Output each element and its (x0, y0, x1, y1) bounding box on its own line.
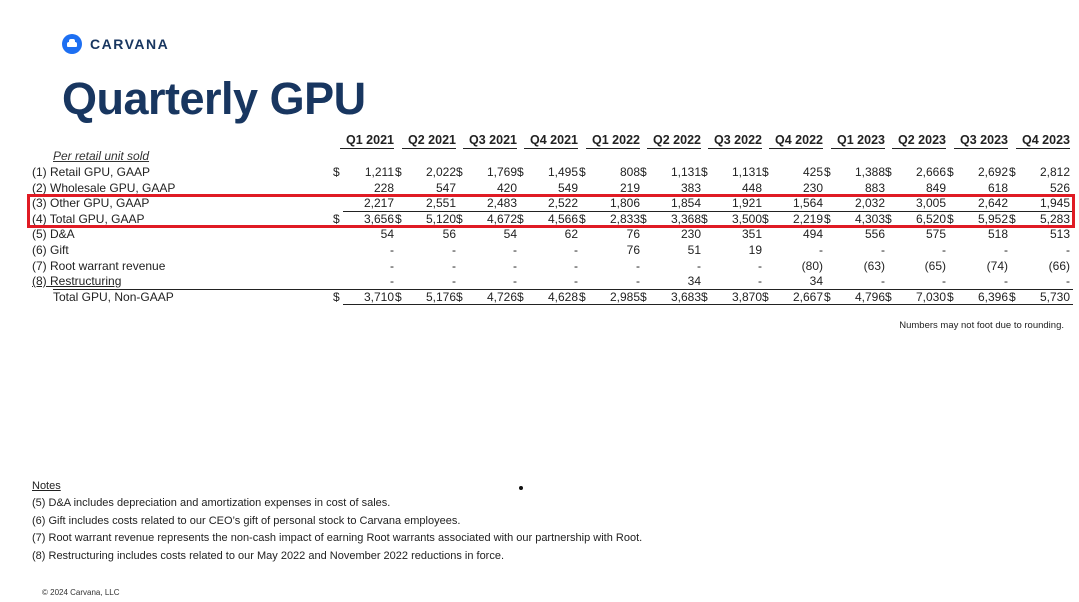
table-cell (517, 227, 578, 242)
cell-value: 1,495 (547, 165, 578, 179)
note-item: (8) Restructuring includes costs related to our May 2022 and November 2022 reductions in force. (32, 549, 505, 562)
cell-value: 883 (864, 181, 885, 195)
cell-value: 5,730 (1039, 290, 1070, 304)
dollar-sign: $ (824, 290, 831, 304)
table-cell (762, 243, 823, 258)
cell-value: 2,522 (547, 196, 578, 210)
cell-value: 4,672 (486, 212, 517, 226)
cell-value: - (636, 259, 640, 273)
table-cell (640, 243, 701, 258)
table-cell (395, 227, 456, 242)
table-cell (1009, 259, 1070, 274)
cell-value: 3,710 (363, 290, 394, 304)
cell-value: 2,666 (915, 165, 946, 179)
cell-value: - (452, 243, 456, 257)
dollar-sign: $ (333, 212, 340, 226)
column-header: Q3 2022 (708, 133, 762, 149)
cell-value: 1,854 (670, 196, 701, 210)
cell-value: 3,368 (670, 212, 701, 226)
note-item: (5) D&A includes depreciation and amortization expenses in cost of sales. (32, 497, 391, 509)
table-cell (579, 165, 640, 180)
row-label: (8) Restructuring (32, 274, 122, 288)
cell-value: 547 (435, 181, 456, 195)
dollar-sign: $ (701, 212, 708, 226)
cell-value: 1,131 (731, 165, 762, 179)
table-cell (701, 290, 762, 305)
notes-section (32, 480, 642, 565)
table-cell (1009, 274, 1070, 289)
table-cell (762, 290, 823, 305)
table-cell (579, 227, 640, 242)
dollar-sign: $ (640, 165, 647, 179)
cell-value: 5,120 (425, 212, 456, 226)
dollar-sign: $ (456, 212, 463, 226)
cell-value: 4,796 (854, 290, 885, 304)
cell-value: - (513, 274, 517, 288)
cell-value: (65) (924, 259, 946, 273)
cell-value: 76 (626, 243, 640, 257)
dollar-sign: $ (824, 212, 831, 226)
cell-value: 54 (503, 227, 517, 241)
cell-value: 4,303 (854, 212, 885, 226)
table-cell (456, 243, 517, 258)
cell-value: (63) (863, 259, 885, 273)
cell-value: 3,656 (363, 212, 394, 226)
table-cell (762, 165, 823, 180)
cell-value: - (390, 243, 394, 257)
dollar-sign: $ (395, 212, 402, 226)
table-cell (333, 227, 394, 242)
column-header: Q3 2023 (954, 133, 1008, 149)
cell-value: 19 (748, 243, 762, 257)
cell-value: (74) (986, 259, 1008, 273)
cell-value: 2,022 (425, 165, 456, 179)
table-cell (885, 290, 946, 305)
table-cell (640, 165, 701, 180)
cell-value: 2,483 (486, 196, 517, 210)
table-cell (579, 290, 640, 305)
dollar-sign: $ (395, 165, 402, 179)
dollar-sign: $ (947, 290, 954, 304)
table-cell (333, 259, 394, 274)
table-cell (579, 243, 640, 258)
cell-value: - (697, 259, 701, 273)
cell-value: 575 (925, 227, 946, 241)
cell-value: - (758, 259, 762, 273)
dollar-sign: $ (824, 165, 831, 179)
table-cell (333, 243, 394, 258)
table-cell (824, 290, 885, 305)
table-cell (517, 290, 578, 305)
row-label: (5) D&A (32, 227, 75, 241)
cell-value: 2,833 (609, 212, 640, 226)
row-label: (6) Gift (32, 243, 69, 257)
cell-value: 34 (809, 274, 823, 288)
dollar-sign: $ (517, 212, 524, 226)
table-cell (947, 227, 1008, 242)
cell-value: (66) (1048, 259, 1070, 273)
table-cell (947, 290, 1008, 305)
dollar-sign: $ (333, 165, 340, 179)
dollar-sign: $ (947, 212, 954, 226)
copyright: © 2024 Carvana, LLC (42, 588, 120, 597)
table-cell (456, 259, 517, 274)
table-cell (456, 227, 517, 242)
table-cell (824, 165, 885, 180)
cell-value: 3,870 (731, 290, 762, 304)
table-cell (1009, 227, 1070, 242)
cell-value: - (390, 259, 394, 273)
table-cell (1009, 165, 1070, 180)
cell-value: - (574, 243, 578, 257)
table-cell (947, 274, 1008, 289)
dollar-sign: $ (579, 212, 586, 226)
table-cell (640, 227, 701, 242)
carvana-logo (62, 34, 169, 54)
table-cell (947, 259, 1008, 274)
cell-value: - (452, 274, 456, 288)
table-cell (640, 290, 701, 305)
note-item: (6) Gift includes costs related to our CEO’s gift of personal stock to Carvana employees. (32, 514, 461, 527)
table-cell (762, 274, 823, 289)
dollar-sign: $ (701, 290, 708, 304)
dollar-sign: $ (762, 290, 769, 304)
cell-value: 513 (1049, 227, 1070, 241)
table-cell (701, 243, 762, 258)
cell-value: 420 (496, 181, 517, 195)
logo-text: CARVANA (90, 36, 170, 52)
cell-value: 2,692 (977, 165, 1008, 179)
cell-value: 3,683 (670, 290, 701, 304)
cell-value: (80) (801, 259, 823, 273)
table-cell (824, 243, 885, 258)
cell-value: 2,985 (609, 290, 640, 304)
table-cell (701, 259, 762, 274)
cell-value: 618 (987, 181, 1008, 195)
table-row (32, 274, 1072, 289)
rounding-note: Numbers may not foot due to rounding. (899, 320, 1064, 331)
table-row (32, 290, 1072, 305)
cell-value: 1,769 (486, 165, 517, 179)
column-header: Q2 2023 (892, 133, 946, 149)
dollar-sign: $ (640, 212, 647, 226)
cell-value: 2,032 (854, 196, 885, 210)
column-header: Q2 2022 (647, 133, 701, 149)
dollar-sign: $ (456, 290, 463, 304)
cell-value: 448 (741, 181, 762, 195)
table-cell (456, 290, 517, 305)
table-cell (885, 165, 946, 180)
cell-value: - (942, 274, 946, 288)
cell-value: 76 (626, 227, 640, 241)
column-header: Q4 2023 (1016, 133, 1070, 149)
table-cell (395, 165, 456, 180)
cell-value: 3,500 (731, 212, 762, 226)
dollar-sign: $ (885, 290, 892, 304)
table-cell (885, 274, 946, 289)
car-badge-icon (62, 34, 82, 54)
cell-value: - (513, 243, 517, 257)
table-row (32, 165, 1072, 180)
cell-value: 1,388 (854, 165, 885, 179)
table-cell (824, 259, 885, 274)
cell-value: 518 (987, 227, 1008, 241)
cell-value: 62 (564, 227, 578, 241)
table-subheader: Per retail unit sold (53, 149, 150, 163)
dollar-sign: $ (579, 290, 586, 304)
table-cell (1009, 290, 1070, 305)
table-cell (885, 227, 946, 242)
table-cell (333, 290, 394, 305)
cell-value: - (1066, 274, 1070, 288)
dollar-sign: $ (947, 165, 954, 179)
dollar-sign: $ (762, 165, 769, 179)
table-cell (395, 259, 456, 274)
cell-value: 849 (925, 181, 946, 195)
table-row (32, 227, 1072, 242)
cell-value: 1,131 (670, 165, 701, 179)
cell-value: 3,005 (915, 196, 946, 210)
dollar-sign: $ (1009, 290, 1016, 304)
table-cell (885, 259, 946, 274)
cell-value: - (636, 274, 640, 288)
table-cell (517, 259, 578, 274)
table-row (32, 243, 1072, 258)
cell-value: 556 (864, 227, 885, 241)
dollar-sign: $ (333, 290, 340, 304)
dollar-sign: $ (640, 290, 647, 304)
cell-value: 2,642 (977, 196, 1008, 210)
cell-value: - (819, 243, 823, 257)
cell-value: 4,628 (547, 290, 578, 304)
table-cell (517, 165, 578, 180)
table-cell (762, 227, 823, 242)
cell-value: - (513, 259, 517, 273)
cell-value: 228 (373, 181, 394, 195)
cell-value: 6,520 (915, 212, 946, 226)
cell-value: 351 (741, 227, 762, 241)
cell-value: 1,564 (792, 196, 823, 210)
dollar-sign: $ (517, 290, 524, 304)
table-cell (701, 274, 762, 289)
page-title: Quarterly GPU (62, 73, 366, 124)
table-cell (762, 259, 823, 274)
row-label: (2) Wholesale GPU, GAAP (32, 181, 176, 195)
row-label: (3) Other GPU, GAAP (32, 196, 150, 210)
column-header: Q1 2023 (831, 133, 885, 149)
cell-value: 2,812 (1039, 165, 1070, 179)
cell-value: 808 (619, 165, 640, 179)
row-label: (4) Total GPU, GAAP (32, 212, 145, 226)
table-cell (333, 274, 394, 289)
highlight-box (27, 194, 1075, 228)
cell-value: 549 (557, 181, 578, 195)
cell-value: 6,396 (977, 290, 1008, 304)
dollar-sign: $ (1009, 165, 1016, 179)
cell-value: 5,283 (1039, 212, 1070, 226)
table-cell (947, 165, 1008, 180)
cell-value: 4,566 (547, 212, 578, 226)
cell-value: - (574, 274, 578, 288)
cell-value: 54 (380, 227, 394, 241)
cell-value: 5,952 (977, 212, 1008, 226)
cell-value: - (390, 274, 394, 288)
dollar-sign: $ (579, 165, 586, 179)
row-label: (1) Retail GPU, GAAP (32, 165, 151, 179)
cell-value: - (452, 259, 456, 273)
dollar-sign: $ (517, 165, 524, 179)
table-cell (640, 274, 701, 289)
table-cell (456, 274, 517, 289)
note-item: (7) Root warrant revenue represents the non-cash impact of earning Root warrants associated with our partnership with Root. (32, 532, 643, 544)
row-label: Total GPU, Non-GAAP (53, 290, 174, 304)
table-cell (824, 274, 885, 289)
cell-value: 4,726 (486, 290, 517, 304)
cell-value: 7,030 (915, 290, 946, 304)
notes-title: Notes (32, 480, 61, 492)
cell-value: 2,217 (363, 196, 394, 210)
cell-value: - (942, 243, 946, 257)
table-cell (395, 290, 456, 305)
column-header: Q4 2021 (524, 133, 578, 149)
cell-value: 34 (687, 274, 701, 288)
cell-value: 230 (802, 181, 823, 195)
table-cell (456, 165, 517, 180)
table-cell (885, 243, 946, 258)
cell-value: 219 (619, 181, 640, 195)
cell-value: - (574, 259, 578, 273)
cell-value: 1,945 (1039, 196, 1070, 210)
cell-value: 526 (1049, 181, 1070, 195)
table-cell (1009, 243, 1070, 258)
cell-value: 1,806 (609, 196, 640, 210)
cell-value: 56 (442, 227, 456, 241)
table-rule (53, 289, 1073, 290)
row-label: (7) Root warrant revenue (32, 259, 166, 273)
cell-value: 230 (680, 227, 701, 241)
dollar-sign: $ (885, 212, 892, 226)
cell-value: 1,211 (364, 165, 394, 179)
cell-value: 2,219 (792, 212, 823, 226)
cell-value: 5,176 (425, 290, 456, 304)
cell-value: - (881, 243, 885, 257)
cell-value: 2,667 (792, 290, 823, 304)
column-header: Q1 2021 (340, 133, 394, 149)
cell-value: 383 (680, 181, 701, 195)
dollar-sign: $ (456, 165, 463, 179)
dollar-sign: $ (885, 165, 892, 179)
table-cell (640, 259, 701, 274)
table-cell (395, 274, 456, 289)
cell-value: 2,551 (425, 196, 456, 210)
table-rule (343, 304, 1073, 305)
column-header: Q2 2021 (402, 133, 456, 149)
table-cell (333, 165, 394, 180)
table-cell (579, 274, 640, 289)
table-cell (579, 259, 640, 274)
cell-value: 51 (687, 243, 701, 257)
cell-value: 425 (802, 165, 823, 179)
cell-value: - (881, 274, 885, 288)
dollar-sign: $ (395, 290, 402, 304)
column-header: Q3 2021 (463, 133, 517, 149)
table-cell (517, 243, 578, 258)
cell-value: 1,921 (731, 196, 762, 210)
table-cell (517, 274, 578, 289)
dollar-sign: $ (701, 165, 708, 179)
table-cell (701, 165, 762, 180)
column-header: Q4 2022 (769, 133, 823, 149)
cell-value: - (758, 274, 762, 288)
dollar-sign: $ (762, 212, 769, 226)
cell-value: - (1066, 243, 1070, 257)
cell-value: 494 (802, 227, 823, 241)
table-cell (395, 243, 456, 258)
dollar-sign: $ (1009, 212, 1016, 226)
cell-value: - (1004, 243, 1008, 257)
table-cell (701, 227, 762, 242)
table-cell (947, 243, 1008, 258)
cell-value: - (1004, 274, 1008, 288)
table-cell (824, 227, 885, 242)
column-header: Q1 2022 (586, 133, 640, 149)
table-row (32, 259, 1072, 274)
